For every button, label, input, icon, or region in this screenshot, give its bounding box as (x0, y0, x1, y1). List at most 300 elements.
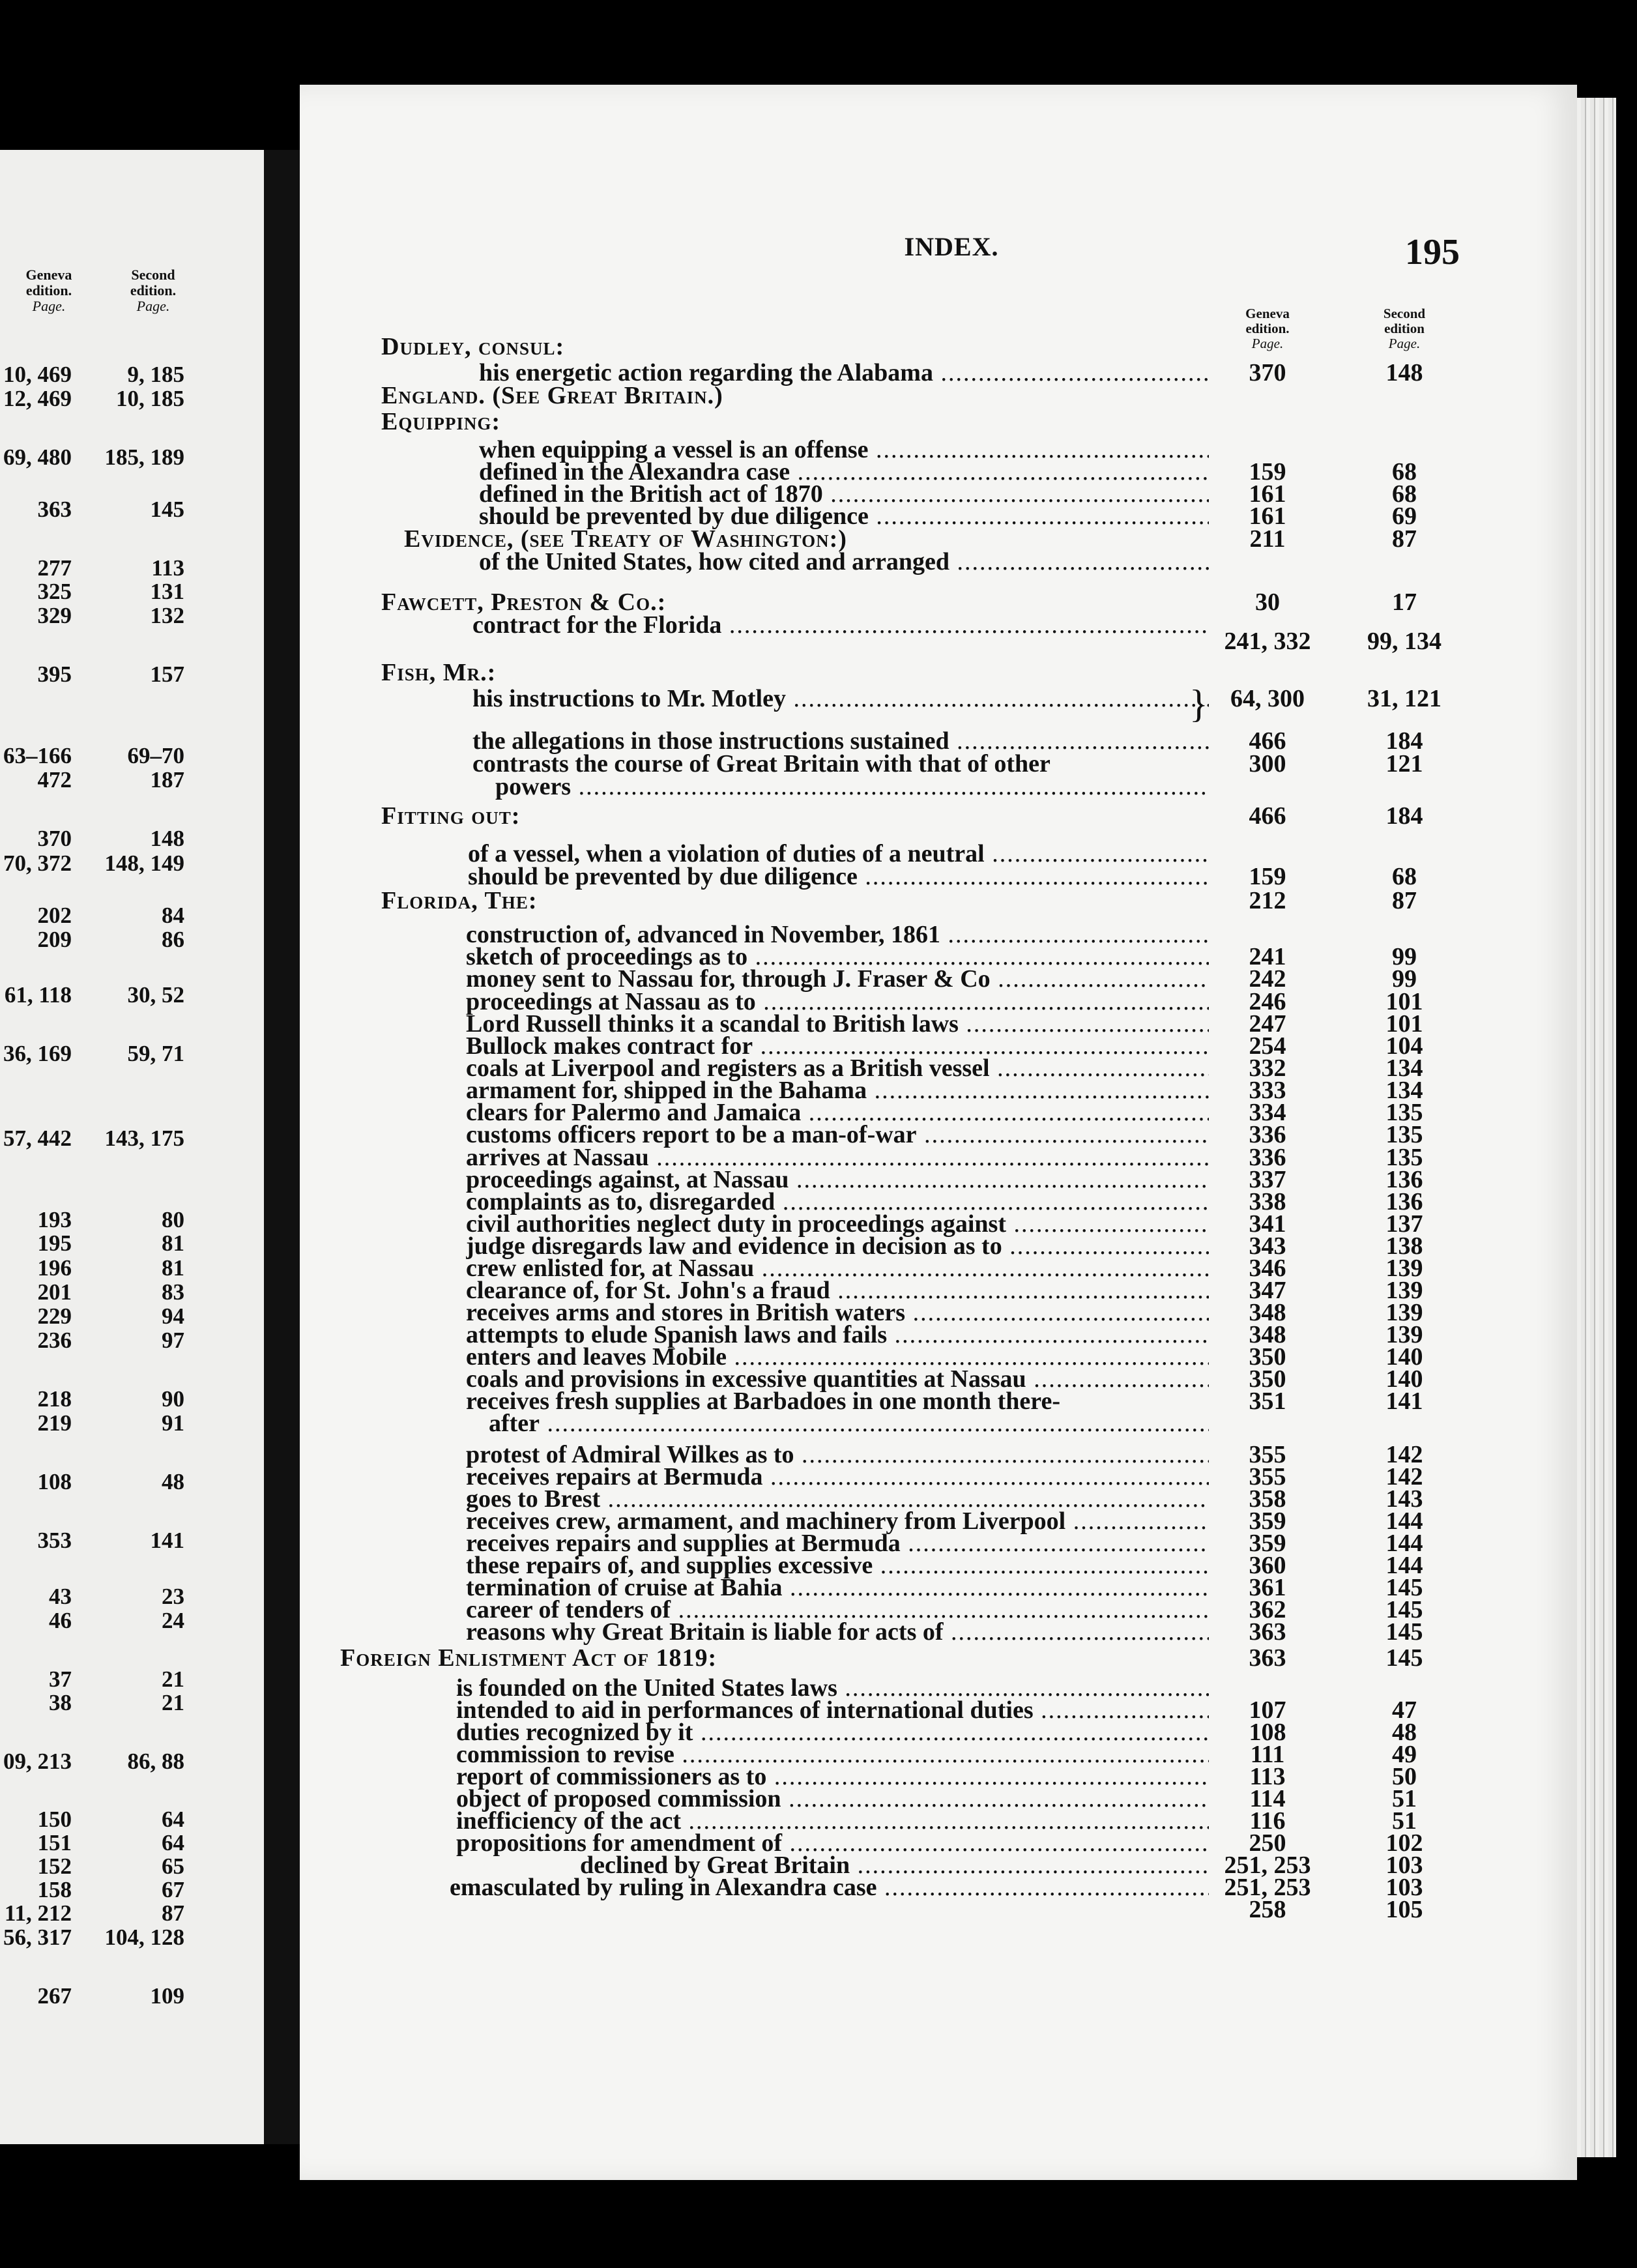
left-geneva-page: 277 (37, 555, 72, 581)
left-geneva-page: 152 (37, 1854, 72, 1879)
entry-text: the allegations in those instructions sustained ..... (472, 727, 1209, 755)
index-entry (300, 886, 1577, 916)
left-geneva-header (13, 267, 85, 314)
left-geneva-page: 11, 212 (4, 1900, 72, 1926)
entry-text: Lord Russell thinks it a scandal to British laws ..... (466, 1010, 1209, 1038)
left-second-page: 59, 71 (127, 1041, 184, 1066)
second-page: 134 (1385, 1054, 1423, 1082)
geneva-page: 346 (1249, 1255, 1286, 1282)
entry-text: receives crew, armament, and machinery from Liverpool ..... (466, 1507, 1209, 1535)
left-page-row (0, 1608, 264, 1634)
left-page-row (0, 386, 264, 412)
geneva-page: 348 (1249, 1299, 1286, 1326)
entry-text: goes to Brest ..... (466, 1485, 1209, 1513)
left-second-page: 141 (150, 1528, 184, 1553)
second-page: 145 (1385, 1574, 1423, 1601)
left-page-row (0, 444, 264, 471)
second-page: 68 (1392, 480, 1417, 508)
entry-text: object of proposed commission ..... (456, 1784, 1209, 1813)
second-page: 99, 134 (1367, 628, 1441, 655)
entry-text: sketch of proceedings as to ..... (466, 942, 1209, 971)
left-geneva-header-line: Geneva (25, 267, 72, 283)
entry-text: crew enlisted for, at Nassau ..... (466, 1254, 1209, 1283)
entry-text: defined in the Alexandra case ..... (479, 458, 1209, 486)
second-page: 135 (1385, 1121, 1423, 1148)
second-page: 103 (1385, 1852, 1423, 1879)
index-page (300, 85, 1577, 2180)
left-geneva-page: 209 (37, 927, 72, 952)
second-page: 140 (1385, 1365, 1423, 1393)
left-page-row (0, 1255, 264, 1281)
left-geneva-page: 63–166 (3, 743, 72, 768)
geneva-page: 466 (1249, 802, 1286, 830)
second-page: 47 (1392, 1696, 1417, 1724)
left-page-row (0, 1749, 264, 1775)
book-gutter (264, 150, 300, 2144)
entry-text: Bullock makes contract for ..... (466, 1032, 1209, 1060)
left-page (0, 150, 264, 2144)
index-entry (300, 407, 1577, 437)
entry-text: report of commissioners as to ..... (456, 1762, 1209, 1791)
geneva-page: 251, 253 (1224, 1852, 1311, 1879)
left-second-page: 21 (162, 1666, 184, 1692)
left-second-page: 65 (162, 1854, 184, 1879)
second-header-line: Second (1383, 306, 1426, 321)
left-page-row (0, 579, 264, 605)
left-page-row (0, 1126, 264, 1152)
left-second-page: 145 (150, 497, 184, 522)
entry-text: construction of, advanced in November, 1861 ..... (466, 920, 1209, 949)
second-page: 49 (1392, 1741, 1417, 1768)
left-page-row (0, 497, 264, 523)
entry-text: should be prevented by due diligence ..... (479, 502, 1209, 531)
left-second-page: 86, 88 (127, 1749, 184, 1774)
left-geneva-page: 370 (37, 826, 72, 851)
second-page: 121 (1385, 750, 1423, 778)
entry-text: enters and leaves Mobile ..... (466, 1343, 1209, 1371)
left-second-page: 131 (150, 579, 184, 604)
left-geneva-page: 37 (49, 1666, 72, 1692)
left-second-page: 109 (150, 1983, 184, 2009)
left-page-row (0, 1877, 264, 1903)
entry-heading: Fish, Mr.: (381, 659, 497, 686)
geneva-page: 333 (1249, 1077, 1286, 1104)
left-page-row (0, 826, 264, 852)
geneva-page: 107 (1249, 1696, 1286, 1724)
left-geneva-page: 363 (37, 497, 72, 522)
left-second-header (117, 267, 189, 314)
entry-text: customs officers report to be a man-of-war ..... (466, 1120, 1209, 1149)
geneva-page: 361 (1249, 1574, 1286, 1601)
left-second-page: 148 (150, 826, 184, 851)
geneva-page: 30 (1255, 589, 1280, 616)
left-second-page: 81 (162, 1255, 184, 1281)
left-second-page: 10, 185 (116, 386, 184, 411)
entry-text: receives fresh supplies at Barbadoes in one month there- (466, 1388, 1060, 1415)
left-page-row (0, 767, 264, 793)
entry-text: money sent to Nassau for, through J. Fraser & Co ..... (466, 965, 1209, 993)
entry-text: receives arms and stores in British waters ..... (466, 1298, 1209, 1327)
index-entry (300, 802, 1577, 832)
left-geneva-page: 158 (37, 1877, 72, 1902)
left-page-row (0, 1386, 264, 1412)
second-page: 144 (1385, 1530, 1423, 1557)
entry-heading: Evidence, (see Treaty of Washington:) (404, 525, 847, 553)
entry-text: career of tenders of ..... (466, 1595, 1209, 1624)
second-page: 68 (1392, 458, 1417, 486)
entry-text: of the United States, how cited and arranged ..... (479, 547, 1209, 576)
entry-text: is founded on the United States laws ..... (456, 1674, 1209, 1702)
second-page: 143 (1385, 1485, 1423, 1513)
entry-text: emasculated by ruling in Alexandra case ..... (450, 1873, 1209, 1902)
left-geneva-page: 353 (37, 1528, 72, 1553)
second-page: 102 (1385, 1829, 1423, 1857)
left-geneva-page: 43 (49, 1584, 72, 1609)
left-geneva-page: 196 (37, 1255, 72, 1281)
geneva-page: 250 (1249, 1829, 1286, 1857)
left-page-row (0, 1303, 264, 1330)
second-page: 136 (1385, 1188, 1423, 1215)
left-page-row (0, 1207, 264, 1233)
entry-text: duties recognized by it ..... (456, 1718, 1209, 1747)
entry-text: powers ..... (495, 772, 1209, 801)
entry-heading: Equipping: (381, 408, 500, 435)
entry-text: attempts to elude Spanish laws and fails ..... (466, 1320, 1209, 1349)
entry-text: his energetic action regarding the Alabama ..... (479, 358, 1209, 387)
geneva-page: 113 (1249, 1763, 1286, 1790)
left-geneva-page: 12, 469 (3, 386, 72, 411)
left-page-row (0, 1410, 264, 1436)
second-page: 139 (1385, 1321, 1423, 1348)
left-geneva-page: 472 (37, 767, 72, 792)
left-second-page: 143, 175 (104, 1126, 184, 1151)
geneva-page: 363 (1249, 1618, 1286, 1646)
left-geneva-page: 151 (37, 1830, 72, 1855)
left-second-page: 97 (162, 1328, 184, 1353)
left-second-page: 90 (162, 1386, 184, 1412)
second-page: 141 (1385, 1388, 1423, 1415)
left-page-row (0, 1830, 264, 1856)
entry-heading: England. (See Great Britain.) (381, 382, 723, 409)
left-second-page: 157 (150, 662, 184, 687)
second-page: 68 (1392, 863, 1417, 890)
left-geneva-header-line: Page. (32, 298, 66, 314)
entry-text: arrives at Nassau ..... (466, 1143, 1209, 1172)
geneva-page: 211 (1249, 525, 1286, 553)
left-second-page: 69–70 (127, 743, 184, 768)
second-page: 139 (1385, 1299, 1423, 1326)
geneva-page: 348 (1249, 1321, 1286, 1348)
geneva-page: 161 (1249, 480, 1286, 508)
geneva-page: 350 (1249, 1343, 1286, 1371)
left-geneva-page: 236 (37, 1328, 72, 1353)
geneva-page: 64, 300 (1230, 685, 1305, 712)
left-geneva-header-line: edition. (25, 282, 72, 298)
left-geneva-page: 329 (37, 603, 72, 628)
left-geneva-page: 57, 442 (3, 1126, 72, 1151)
geneva-header-line: Geneva (1245, 306, 1290, 321)
left-second-page: 24 (162, 1608, 184, 1633)
brace-glyph: } (1189, 682, 1208, 725)
second-page: 105 (1385, 1896, 1423, 1923)
left-second-header-line: Page. (136, 298, 170, 314)
left-geneva-page: 193 (37, 1207, 72, 1232)
left-page-row (0, 1328, 264, 1354)
left-page-row (0, 1854, 264, 1880)
second-page: 17 (1392, 589, 1417, 616)
entry-heading: Fawcett, Preston & Co.: (381, 589, 667, 616)
geneva-page: 337 (1249, 1166, 1286, 1193)
second-page: 101 (1385, 988, 1423, 1015)
left-page-row (0, 662, 264, 688)
left-page-row (0, 1900, 264, 1926)
second-page: 51 (1392, 1807, 1417, 1835)
left-second-page: 83 (162, 1279, 184, 1305)
left-second-page: 23 (162, 1584, 184, 1609)
left-geneva-page: 09, 213 (3, 1749, 72, 1774)
left-second-page: 91 (162, 1410, 184, 1436)
left-second-page: 94 (162, 1303, 184, 1329)
left-page-row (0, 555, 264, 581)
geneva-page: 338 (1249, 1188, 1286, 1215)
index-entry (300, 684, 1577, 714)
second-page: 69 (1392, 502, 1417, 530)
entry-text: protest of Admiral Wilkes as to ..... (466, 1440, 1209, 1469)
geneva-page: 159 (1249, 458, 1286, 486)
second-page: 87 (1392, 525, 1417, 553)
geneva-page: 251, 253 (1224, 1874, 1311, 1901)
entry-text: clears for Palermo and Jamaica ..... (466, 1098, 1209, 1127)
left-page-row (0, 1690, 264, 1716)
entry-text: coals and provisions in excessive quantities at Nassau ..... (466, 1365, 1209, 1393)
geneva-page: 350 (1249, 1365, 1286, 1393)
left-second-page: 64 (162, 1807, 184, 1832)
left-page-row (0, 1983, 264, 2009)
entry-heading: Foreign Enlistment Act of 1819: (340, 1644, 717, 1672)
second-page: 136 (1385, 1166, 1423, 1193)
left-page-row (0, 982, 264, 1008)
geneva-page: 247 (1249, 1010, 1286, 1038)
second-page: 139 (1385, 1255, 1423, 1282)
entry-heading: Fitting out: (381, 802, 521, 830)
left-second-page: 80 (162, 1207, 184, 1232)
left-second-page: 9, 185 (127, 362, 184, 387)
second-page: 184 (1385, 802, 1423, 830)
entry-text: armament for, shipped in the Bahama ..... (466, 1076, 1209, 1105)
left-geneva-page: 395 (37, 662, 72, 687)
left-second-header-line: Second (131, 267, 175, 283)
left-second-page: 148, 149 (104, 850, 184, 876)
left-geneva-page: 325 (37, 579, 72, 604)
geneva-page: 300 (1249, 750, 1286, 778)
geneva-page: 358 (1249, 1485, 1286, 1513)
second-page: 142 (1385, 1441, 1423, 1468)
left-second-page: 87 (162, 1900, 184, 1926)
geneva-page: 242 (1249, 965, 1286, 993)
left-geneva-page: 56, 317 (3, 1925, 72, 1950)
left-second-page: 187 (150, 767, 184, 792)
geneva-page: 254 (1249, 1032, 1286, 1060)
left-geneva-page: 218 (37, 1386, 72, 1412)
left-geneva-page: 195 (37, 1230, 72, 1256)
left-geneva-page: 150 (37, 1807, 72, 1832)
left-second-header-line: edition. (130, 282, 177, 298)
geneva-page: 363 (1249, 1644, 1286, 1672)
geneva-page: 466 (1249, 727, 1286, 755)
entry-text: commission to revise ..... (456, 1740, 1209, 1769)
entry-heading: Florida, The: (381, 887, 538, 914)
entry-text: receives repairs and supplies at Bermuda ..... (466, 1529, 1209, 1558)
entry-text: intended to aid in performances of international duties ..... (456, 1696, 1209, 1724)
left-second-page: 21 (162, 1690, 184, 1715)
entry-text: defined in the British act of 1870 ..... (479, 480, 1209, 508)
geneva-page: 341 (1249, 1210, 1286, 1238)
entry-text: proceedings at Nassau as to ..... (466, 987, 1209, 1016)
entry-text: after ..... (489, 1409, 1209, 1438)
index-entry (300, 547, 1577, 577)
entry-text: contrasts the course of Great Britain with that of other (472, 750, 1050, 778)
entry-text: clearance of, for St. John's a fraud ..... (466, 1276, 1209, 1305)
left-second-page: 48 (162, 1469, 184, 1494)
second-page: 144 (1385, 1552, 1423, 1579)
left-second-page: 81 (162, 1230, 184, 1256)
left-geneva-page: 61, 118 (4, 982, 72, 1008)
geneva-page: 360 (1249, 1552, 1286, 1579)
left-page-row (0, 850, 264, 877)
left-geneva-page: 38 (49, 1690, 72, 1715)
second-page: 144 (1385, 1507, 1423, 1535)
entry-text: propositions for amendment of ..... (456, 1829, 1209, 1857)
entry-text: complaints as to, disregarded ..... (466, 1187, 1209, 1216)
entry-text: civil authorities neglect duty in proceedings against ..... (466, 1210, 1209, 1238)
entry-text: inefficiency of the act ..... (456, 1807, 1209, 1835)
geneva-page: 212 (1249, 887, 1286, 914)
left-page-row (0, 1230, 264, 1257)
second-page: 31, 121 (1367, 685, 1441, 712)
left-second-page: 84 (162, 903, 184, 928)
entry-text: receives repairs at Bermuda ..... (466, 1462, 1209, 1491)
second-page: 101 (1385, 1010, 1423, 1038)
left-page-row (0, 1041, 264, 1067)
index-entry (300, 772, 1577, 802)
entry-text: contract for the Florida ..... (472, 611, 1209, 639)
index-entry (300, 1409, 1577, 1439)
entry-text: proceedings against, at Nassau ..... (466, 1165, 1209, 1194)
second-page: 48 (1392, 1719, 1417, 1746)
geneva-header-line: edition. (1245, 321, 1290, 336)
geneva-page: 161 (1249, 502, 1286, 530)
second-page: 137 (1385, 1210, 1423, 1238)
geneva-page: 343 (1249, 1232, 1286, 1260)
left-page-row (0, 362, 264, 388)
second-page: 142 (1385, 1463, 1423, 1490)
left-page-row (0, 927, 264, 953)
left-page-row (0, 1279, 264, 1305)
entry-text: his instructions to Mr. Motley ..... (472, 684, 1209, 713)
left-page-row (0, 1666, 264, 1693)
left-second-page: 104, 128 (104, 1925, 184, 1950)
geneva-page: 111 (1250, 1741, 1285, 1768)
geneva-page: 355 (1249, 1441, 1286, 1468)
left-second-page: 64 (162, 1830, 184, 1855)
second-page: 103 (1385, 1874, 1423, 1901)
entry-text: should be prevented by due diligence ..... (468, 862, 1209, 891)
geneva-page: 351 (1249, 1388, 1286, 1415)
geneva-page: 347 (1249, 1277, 1286, 1304)
geneva-header-line: Page. (1251, 336, 1284, 351)
geneva-page: 362 (1249, 1596, 1286, 1623)
geneva-page: 114 (1249, 1785, 1286, 1812)
left-page-row (0, 743, 264, 769)
second-page: 87 (1392, 887, 1417, 914)
left-geneva-page: 267 (37, 1983, 72, 2009)
left-page-row (0, 1528, 264, 1554)
left-page-row (0, 1584, 264, 1610)
geneva-page: 159 (1249, 863, 1286, 890)
entry-text: these repairs of, and supplies excessive ..... (466, 1551, 1209, 1580)
index-entry (300, 627, 1577, 657)
geneva-page: 241 (1249, 943, 1286, 970)
geneva-page: 370 (1249, 359, 1286, 386)
entry-text: reasons why Great Britain is liable for acts of ..... (466, 1618, 1209, 1646)
left-page-row (0, 903, 264, 929)
geneva-page: 359 (1249, 1530, 1286, 1557)
entry-text: termination of cruise at Bahia ..... (466, 1573, 1209, 1602)
entry-text: when equipping a vessel is an offense ..... (479, 435, 1209, 464)
left-geneva-page: 202 (37, 903, 72, 928)
second-header-line: Page. (1388, 336, 1421, 351)
left-second-page: 30, 52 (127, 982, 184, 1008)
second-page: 99 (1392, 943, 1417, 970)
second-page: 134 (1385, 1077, 1423, 1104)
left-geneva-page: 36, 169 (3, 1041, 72, 1066)
geneva-page: 332 (1249, 1054, 1286, 1082)
entry-text: declined by Great Britain ..... (580, 1851, 1209, 1880)
index-entry (300, 1644, 1577, 1674)
left-geneva-page: 69, 480 (3, 444, 72, 470)
second-page: 104 (1385, 1032, 1423, 1060)
page-number: 195 (1405, 232, 1460, 272)
left-page-row (0, 1469, 264, 1495)
left-second-page: 185, 189 (104, 444, 184, 470)
second-page: 184 (1385, 727, 1423, 755)
second-page: 148 (1385, 359, 1423, 386)
geneva-page: 336 (1249, 1144, 1286, 1171)
second-page: 99 (1392, 965, 1417, 993)
geneva-page: 334 (1249, 1099, 1286, 1126)
entry-text: judge disregards law and evidence in decision as to ..... (466, 1232, 1209, 1260)
geneva-page: 108 (1249, 1719, 1286, 1746)
geneva-page: 241, 332 (1224, 628, 1311, 655)
left-geneva-page: 108 (37, 1469, 72, 1494)
second-page: 50 (1392, 1763, 1417, 1790)
left-geneva-page: 70, 372 (3, 850, 72, 876)
geneva-page: 359 (1249, 1507, 1286, 1535)
geneva-page: 246 (1249, 988, 1286, 1015)
second-page: 135 (1385, 1099, 1423, 1126)
left-geneva-page: 219 (37, 1410, 72, 1436)
index-entry (300, 1895, 1577, 1925)
entry-text: coals at Liverpool and registers as a British vessel ..... (466, 1054, 1209, 1083)
geneva-page: 258 (1249, 1896, 1286, 1923)
second-page: 138 (1385, 1232, 1423, 1260)
entry-heading: Dudley, consul: (381, 333, 565, 360)
geneva-page: 116 (1249, 1807, 1286, 1835)
geneva-page: 355 (1249, 1463, 1286, 1490)
second-page: 145 (1385, 1644, 1423, 1672)
second-header-line: edition (1384, 321, 1425, 336)
left-page-row (0, 603, 264, 629)
